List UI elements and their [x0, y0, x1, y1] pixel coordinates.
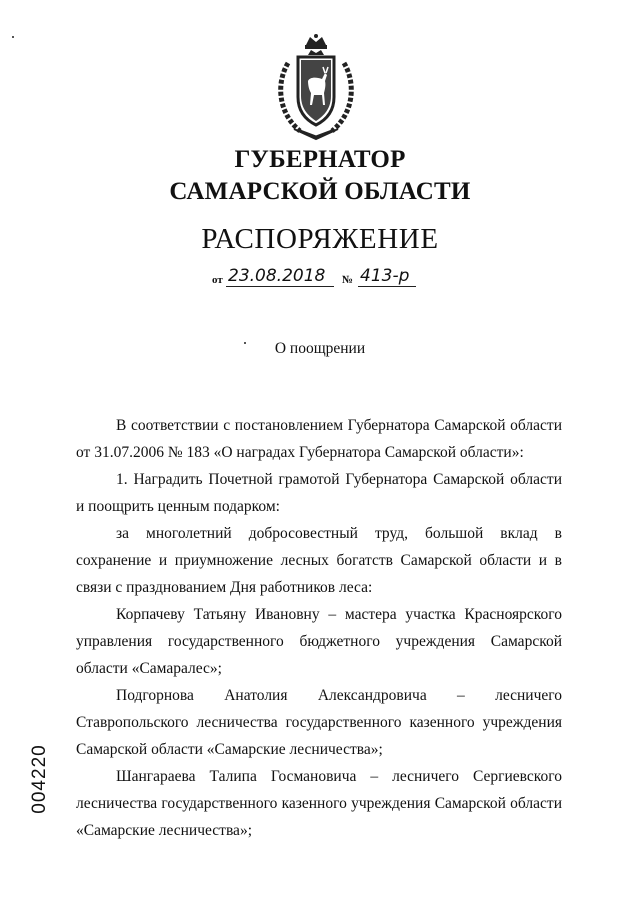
margin-stamp [24, 742, 54, 822]
authority-title-line2: САМАРСКОЙ ОБЛАСТИ [169, 178, 471, 205]
paragraph-awardee: Подгорнова Анатолия Александровича – лесничего Ставропольского лесничества государственного казенного учреждения Самарской области «Самарские лесничества»; [76, 687, 562, 758]
authority-title-line1: ГУБЕРНАТОР [234, 146, 406, 173]
number-label: № [342, 274, 354, 286]
paragraph-preamble: В соответствии с постановлением Губернатора Самарской области от 31.07.2006 № 183 «О наградах Губернатора Самарской области»: [76, 417, 562, 461]
document-body [76, 412, 562, 844]
paragraph-awardee: Шангараева Талипа Госмановича – лесничего Сергиевского лесничества государственного казенного учреждения Самарской области «Самарские лесничества»; [76, 768, 562, 839]
document-type: РАСПОРЯЖЕНИЕ [201, 223, 439, 255]
samara-coat-of-arms-icon [270, 33, 362, 141]
margin-stamp-number: 004220 [29, 744, 50, 814]
date-label: от [212, 274, 223, 286]
paragraph-item-1: 1. Наградить Почетной грамотой Губернатора Самарской области и поощрить ценным подарком: [76, 471, 562, 515]
subject-line: О поощрении [274, 340, 366, 357]
scan-speck [12, 36, 14, 38]
number-value: 413-р [358, 266, 416, 287]
paragraph-awardee: Корпачеву Татьяну Ивановну – мастера участка Красноярского управления государственного бюджетного учреждения Самарской области «Самаралес»; [76, 606, 562, 677]
date-value: 23.08.2018 [226, 266, 334, 287]
paragraph-reason: за многолетний добросовестный труд, большой вклад в сохранение и приумножение лесных богатств Самарской области и в связи с празднованием Дня работников леса: [76, 525, 562, 596]
